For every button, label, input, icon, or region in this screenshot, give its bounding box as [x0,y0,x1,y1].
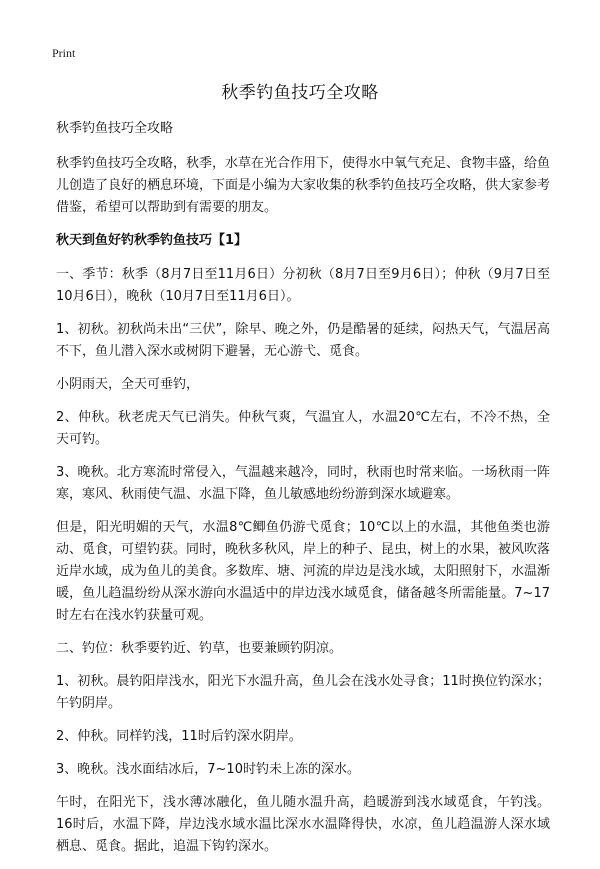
paragraph-mid-autumn: 2、仲秋。秋老虎天气已消失。仲秋气爽，气温宜人，水温20℃左右，不冷不热，全天可钓。 [56,410,550,447]
paragraph-spot-mid: 2、仲秋。同样钓浅，11时后钓深水阴岸。 [56,729,302,744]
paragraph-sunny-weather: 但是，阳光明媚的天气，水温8℃鲫鱼仍游弋觅食；10℃以上的水温，其他鱼类也游动、觅食，可望钓获。同时，晚秋多秋风，岸上的种子、昆虫，树上的水果，被风吹落近岸水域，成为鱼儿的美食。多数库、塘、河流的岸边是浅水域，太阳照射下，水温渐暖，鱼儿趋温纷纷从深水游向水温适中的岸边浅水域觅食，储备越冬所需能量。7~17时左右在浅水钓获量可观。 [56,520,551,623]
intro-paragraph: 秋季钓鱼技巧全攻略，秋季，水草在光合作用下，使得水中氧气充足、食物丰盛，给鱼儿创造了良好的栖息环境，下面是小编为大家收集的秋季钓鱼技巧全攻略，供大家参考借鉴，希望可以帮助到有需要的朋友。 [56,156,551,215]
paragraph-noon: 午时，在阳光下，浅水薄冰融化，鱼儿随水温升高，趋暖游到浅水域觅食，午钓浅。16时后，水温下降，岸边浅水域水温比深水水温降得快，水凉，鱼儿趋温游人深水域栖息、觅食。据此，追温下钩钓深水。 [56,795,550,854]
page-title: 秋季钓鱼技巧全攻略 [221,83,379,103]
paragraph-rainy-day: 小阴雨天，全天可垂钓， [56,377,200,392]
article-body [56,118,550,869]
article-subtitle: 秋季钓鱼技巧全攻略 [56,121,174,136]
print-link[interactable]: Print [52,46,76,60]
paragraph-early-autumn: 1、初秋。初秋尚未出“三伏”，除早、晚之外，仍是酷暑的延续，闷热天气，气温居高不下，鱼儿潜入深水或树阴下避暑，无心游弋、觅食。 [56,322,550,359]
paragraph-season: 一、季节：秋季（8月7日至11月6日）分初秋（8月7日至9月6日）；仲秋（9月7日至10月6日），晚秋（10月7日至11月6日）。 [56,267,550,304]
section-heading: 秋天到鱼好钓秋季钓鱼技巧【1】 [56,233,248,248]
paragraph-fishing-spot: 二、钓位：秋季要钓近、钓草，也要兼顾钓阴凉。 [56,641,343,656]
paragraph-late-autumn: 3、晚秋。北方寒流时常侵入，气温越来越冷，同时，秋雨也时常来临。一场秋雨一阵寒，寒风、秋雨使气温、水温下降，鱼儿敏感地纷纷游到深水域避寒。 [56,465,550,502]
paragraph-spot-late: 3、晚秋。浅水面结冰后，7~10时钓未上冻的深水。 [56,762,360,777]
paragraph-spot-early: 1、初秋。晨钓阳岸浅水，阳光下水温升高，鱼儿会在浅水处寻食；11时换位钓深水；午钓阴岸。 [56,674,550,711]
